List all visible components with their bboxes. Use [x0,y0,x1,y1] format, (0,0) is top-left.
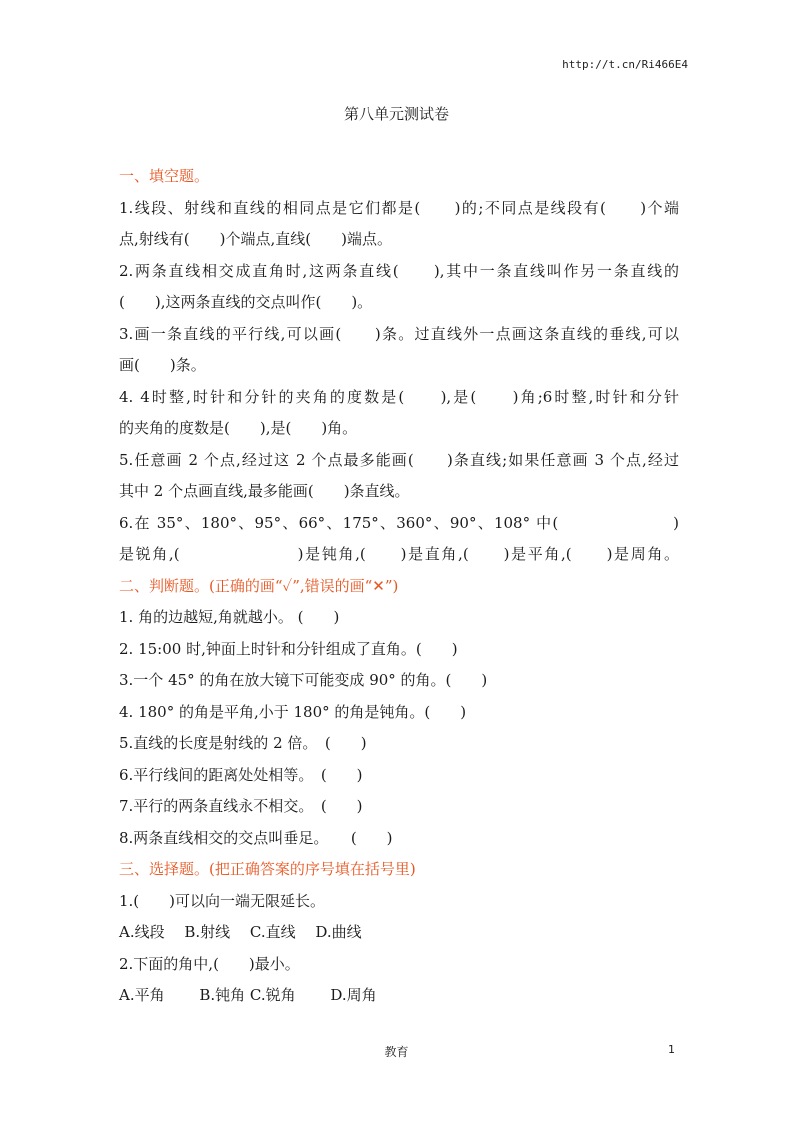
judge-item: 3.一个 45° 的角在放大镜下可能变成 90° 的角。( ) [119,671,488,689]
question-line: 画( )条。 [119,356,206,374]
question-line: 5.任意画 2 个点,经过这 2 个点最多能画( )条直线;如果任意画 3 个点,经过 [119,450,679,469]
judge-item: 5.直线的长度是射线的 2 倍。 ( ) [119,734,367,752]
question-line: 2.两条直线相交成直角时,这两条直线( ),其中一条直线叫作另一条直线的 [119,261,679,280]
section-heading-judge: 二、判断题。(正确的画“✓”,错误的画“✕”) [119,576,399,595]
judge-item: 2. 15:00 时,钟面上时针和分针组成了直角。( ) [119,639,458,658]
page-number: 1 [668,1043,675,1056]
judge-item: 6.平行线间的距离处处相等。 ( ) [119,765,363,784]
section-heading-fill: 一、填空题。 [119,167,210,185]
page-title: 第八单元测试卷 [343,105,449,123]
question-line: 其中 2 个点画直线,最多能画( )条直线。 [119,482,410,500]
judge-item: 1. 角的边越短,角就越小。 ( ) [119,608,340,626]
judge-item: 7.平行的两条直线永不相交。 ( ) [119,797,363,815]
footer-label: 教育 [384,1045,409,1059]
section-heading-choice: 三、选择题。(把正确答案的序号填在括号里) [119,860,416,878]
question-line: 1.线段、射线和直线的相同点是它们都是( )的;不同点是线段有( )个端 [119,198,679,217]
header-url: http://t.cn/Ri466E4 [562,58,688,71]
question-line: ( ),这两条直线的交点叫作( )。 [119,293,373,311]
question-line: 点,射线有( )个端点,直线( )端点。 [119,230,392,248]
choice-options: A.线段 B.射线 C.直线 D.曲线 [119,923,362,941]
judge-item: 4. 180° 的角是平角,小于 180° 的角是钝角。( ) [119,702,467,721]
choice-question: 1.( )可以向一端无限延长。 [119,891,326,910]
question-line: 6.在 35°、180°、95°、66°、175°、360°、90°、108° 中( ) [119,513,679,532]
question-line: 4. 4时整,时针和分针的夹角的度数是( ),是( )角;6时整,时针和分针 [119,387,679,406]
question-line: 3.画一条直线的平行线,可以画( )条。过直线外一点画这条直线的垂线,可以 [119,324,679,343]
worksheet-content [119,164,679,1015]
choice-options: A.平角 B.钝角 C.锐角 D.周角 [119,986,377,1004]
judge-item: 8.两条直线相交的交点叫垂足。 ( ) [119,828,393,847]
choice-question: 2.下面的角中,( )最小。 [119,954,300,973]
question-line: 是锐角,( )是钝角,( )是直角,( )是平角,( )是周角。 [119,545,679,563]
question-line: 的夹角的度数是( ),是( )角。 [119,419,358,437]
